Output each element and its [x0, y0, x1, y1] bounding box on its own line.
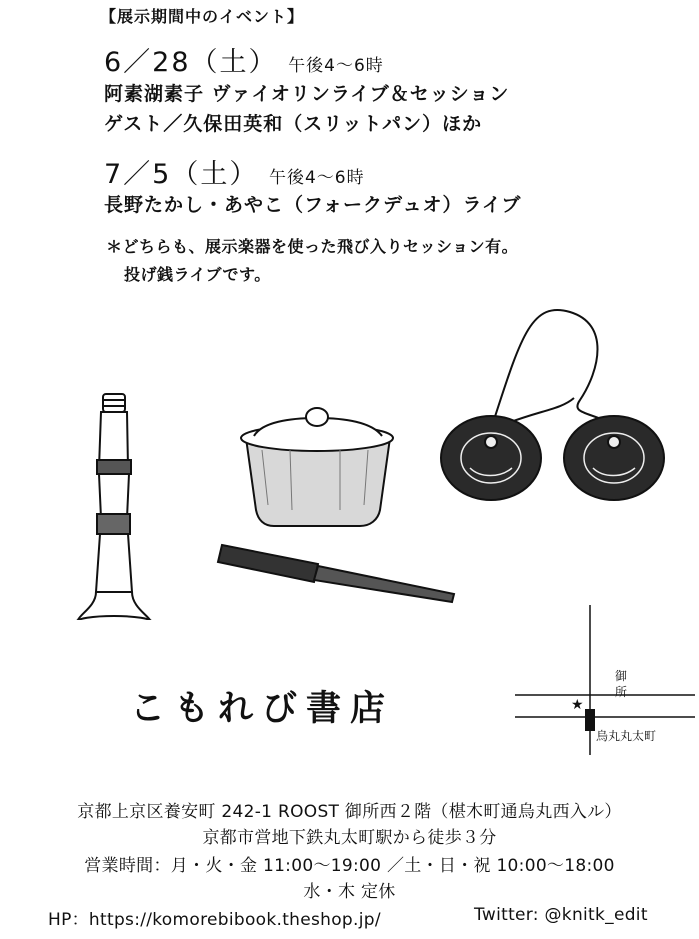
event-heading: 【展示期間中のイベント】 [100, 7, 305, 26]
note-line-2: 投げ銭ライブです。 [124, 265, 271, 284]
map-station-marker [585, 709, 595, 731]
mallet-illustration [218, 545, 454, 602]
store-closed-days: 水・木 定休 [303, 882, 396, 902]
store-homepage: HP：https://komorebibook.theshop.jp/ [48, 910, 381, 930]
store-twitter: Twitter: @knitk_edit [474, 905, 648, 925]
event-1-line-2: ゲスト／久保田英和（スリットパン）ほか [104, 113, 483, 135]
map-label-1: 御 [615, 669, 628, 683]
store-hours: 営業時間：月・火・金 11:00～19:00 ／土・日・祝 10:00～18:00 [84, 856, 615, 876]
map-star-icon: ★ [571, 697, 584, 713]
event-2-date-row [104, 152, 365, 191]
note-line-1: ＊どちらも、展示楽器を使った飛び入りセッション有。 [106, 237, 519, 256]
event-1-time: 午後4～6時 [288, 56, 384, 76]
store-access: 京都市営地下鉄丸太町駅から徒歩３分 [202, 828, 497, 848]
event-1-date-row [104, 40, 384, 79]
lidded-bowl-illustration [241, 408, 393, 526]
event-1-line-1: 阿素湖素子 ヴァイオリンライブ＆セッション [104, 83, 510, 105]
shop-name: こもれび書店 [130, 689, 395, 729]
cymbals-illustration [441, 310, 664, 500]
map-label-2: 所 [615, 685, 628, 699]
event-2-time: 午後4～6時 [268, 168, 365, 188]
horn-illustration [76, 394, 152, 620]
event-2-line-1: 長野たかし・あやこ（フォークデュオ）ライブ [104, 194, 522, 216]
event-2-date: 7／5（土） [104, 159, 259, 190]
instrument-illustrations [0, 300, 699, 620]
event-1-date: 6／28（土） [104, 47, 278, 78]
map-station-label: 烏丸丸太町 [596, 729, 657, 743]
store-address: 京都上京区養安町 242-1 ROOST 御所西２階（椹木町通烏丸西入ル） [77, 802, 622, 822]
